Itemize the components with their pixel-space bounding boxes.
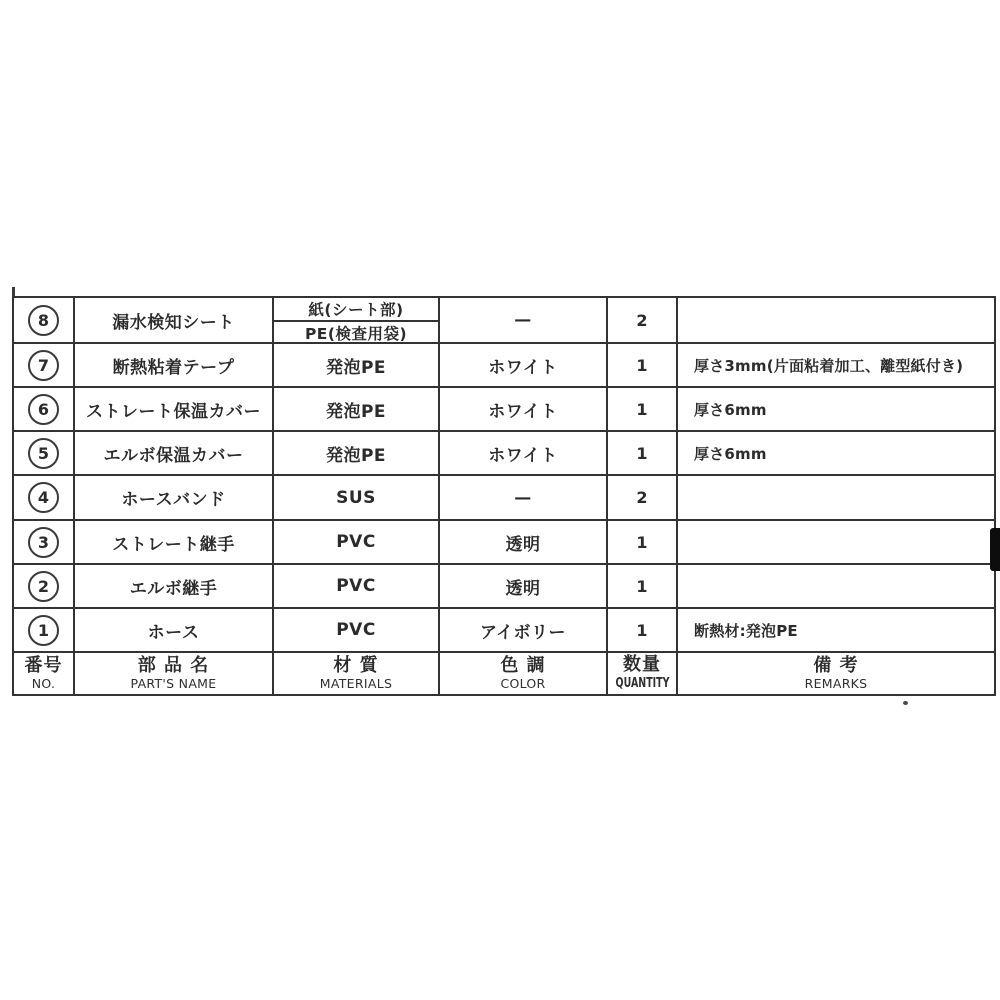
cell-quantity: 1 — [608, 565, 678, 609]
cell-part-name: エルボ継手 — [75, 565, 274, 609]
cell-material: 発泡PE — [274, 344, 440, 388]
header-no-ja: 番号 — [24, 654, 63, 676]
cell-part-name: ホース — [75, 609, 274, 653]
cell-remarks: 断熱材:発泡PE — [678, 609, 994, 653]
cell-no — [14, 565, 75, 609]
cell-no — [14, 298, 75, 344]
cell-remarks — [678, 298, 994, 344]
header-remarks-en: REMARKS — [804, 675, 868, 691]
cell-color: ホワイト — [440, 388, 608, 432]
cell-quantity: 2 — [608, 298, 678, 344]
cell-no — [14, 432, 75, 476]
header-quantity — [608, 653, 678, 694]
cell-quantity: 1 — [608, 344, 678, 388]
header-remarks — [678, 653, 994, 694]
cell-material: SUS — [274, 476, 440, 521]
circled-number-4 — [28, 482, 59, 513]
material-top: 紙(シート部) — [274, 298, 438, 322]
scan-stray-dot — [903, 701, 908, 705]
cell-color: — — [440, 476, 608, 521]
cell-no — [14, 476, 75, 521]
cell-color: 透明 — [440, 565, 608, 609]
circled-number-8 — [28, 305, 59, 336]
header-remarks-ja: 備 考 — [813, 654, 859, 676]
cell-material: PVC — [274, 565, 440, 609]
header-material-ja: 材 質 — [333, 654, 379, 676]
cell-part-name: 断熱粘着テープ — [75, 344, 274, 388]
header-quantity-en: QUANTITY — [615, 675, 669, 692]
cell-remarks — [678, 521, 994, 565]
cell-quantity: 1 — [608, 432, 678, 476]
header-part-name-en: PART'S NAME — [130, 675, 217, 691]
cell-quantity: 1 — [608, 388, 678, 432]
circled-number-6 — [28, 394, 59, 425]
part-number: 8 — [37, 310, 50, 330]
cell-no — [14, 521, 75, 565]
part-number: 4 — [37, 488, 50, 507]
part-number: 2 — [37, 576, 50, 596]
cell-part-name: ストレート継手 — [75, 521, 274, 565]
cell-color: 透明 — [440, 521, 608, 565]
circled-number-3 — [28, 527, 59, 558]
cell-part-name: ストレート保温カバー — [75, 388, 274, 432]
header-color-ja: 色 調 — [500, 654, 546, 676]
header-no-en: NO. — [31, 675, 56, 691]
cell-part-name: ホースバンド — [75, 476, 274, 521]
cell-remarks: 厚さ6mm — [678, 388, 994, 432]
part-number: 1 — [37, 620, 50, 640]
material-bottom: PE(検査用袋) — [304, 325, 408, 343]
cell-remarks: 厚さ3mm(片面粘着加工、離型紙付き) — [678, 344, 994, 388]
cell-material: 発泡PE — [274, 432, 440, 476]
header-no — [14, 653, 75, 694]
header-part-name-ja: 部 品 名 — [137, 654, 210, 676]
cell-no — [14, 609, 75, 653]
cell-color: ホワイト — [440, 432, 608, 476]
cell-no — [14, 388, 75, 432]
header-color — [440, 653, 608, 694]
parts-list-table — [12, 296, 996, 696]
circled-number-2 — [28, 571, 59, 602]
cell-material: PVC — [274, 609, 440, 653]
cell-quantity: 1 — [608, 609, 678, 653]
header-material-en: MATERIALS — [319, 675, 393, 691]
part-number: 6 — [37, 399, 50, 419]
cell-no — [14, 344, 75, 388]
header-material — [274, 653, 440, 694]
cell-remarks — [678, 565, 994, 609]
cell-quantity: 1 — [608, 521, 678, 565]
part-number: 5 — [37, 443, 50, 463]
header-quantity-ja: 数量 — [623, 654, 661, 676]
circled-number-1 — [28, 615, 59, 646]
cell-material: PVC — [274, 521, 440, 565]
part-number: 3 — [37, 532, 50, 552]
scan-edge-mark — [990, 528, 1000, 571]
cell-color: アイボリー — [440, 609, 608, 653]
header-color-en: COLOR — [500, 675, 546, 691]
part-number: 7 — [37, 355, 50, 375]
cell-part-name: エルボ保温カバー — [75, 432, 274, 476]
cell-color: ホワイト — [440, 344, 608, 388]
cell-remarks — [678, 476, 994, 521]
header-part-name — [75, 653, 274, 694]
cell-material: 発泡PE — [274, 388, 440, 432]
circled-number-5 — [28, 438, 59, 469]
cell-quantity: 2 — [608, 476, 678, 521]
cell-remarks: 厚さ6mm — [678, 432, 994, 476]
cell-color: — — [440, 298, 608, 344]
cell-material-split — [274, 298, 440, 344]
circled-number-7 — [28, 350, 59, 381]
cell-part-name: 漏水検知シート — [75, 298, 274, 344]
